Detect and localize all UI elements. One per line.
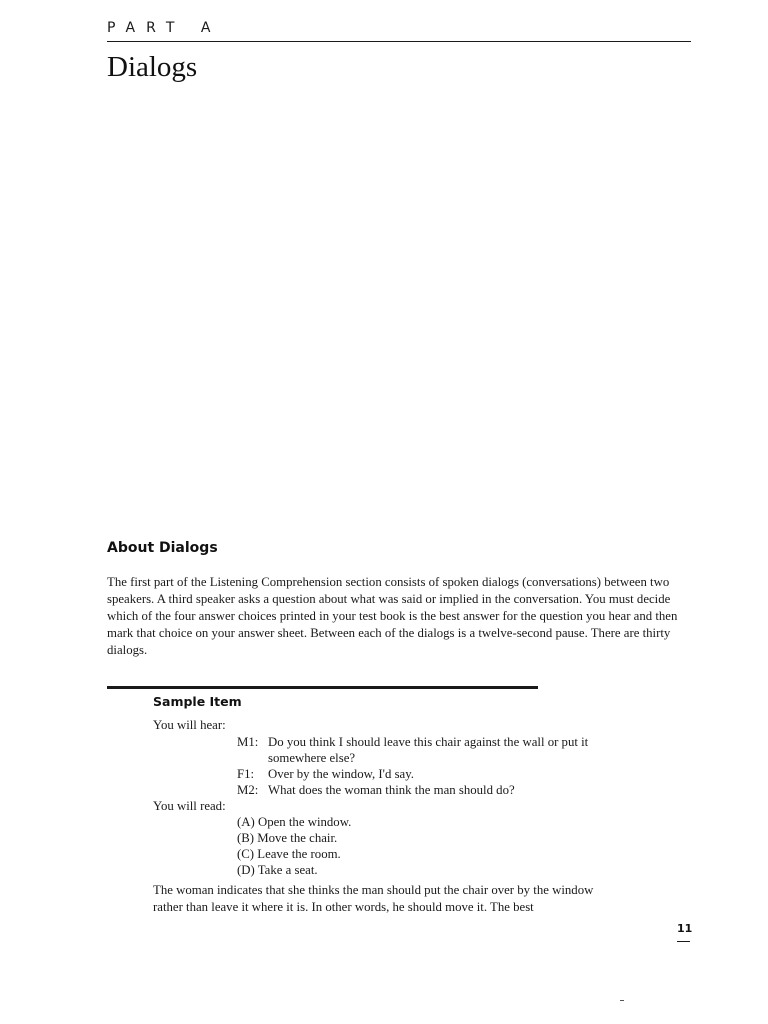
dialog-line-continued: somewhere else?	[268, 751, 356, 765]
dialog-speaker: M2:	[237, 783, 259, 797]
dialog-line: Over by the window, I'd say.	[268, 767, 415, 781]
page-number: 11	[677, 922, 693, 935]
answer-choice-c: (C) Leave the room.	[237, 847, 341, 861]
scan-speck	[620, 1000, 624, 1001]
you-will-read-label: You will read:	[153, 799, 226, 813]
sample-rule	[107, 686, 538, 689]
about-heading: About Dialogs	[107, 540, 218, 556]
explanation-paragraph: The woman indicates that she thinks the man should put the chair over by the window rather than leave it where it is. In other words, he should move it. The best	[153, 883, 594, 914]
header-rule	[107, 41, 691, 42]
page-title: Dialogs	[107, 51, 198, 83]
answer-choice-a: (A) Open the window.	[237, 815, 352, 829]
sample-heading: Sample Item	[153, 694, 242, 709]
answer-choice-b: (B) Move the chair.	[237, 831, 338, 845]
dialog-line: What does the woman think the man should do?	[268, 783, 515, 797]
part-label: PART A	[107, 20, 222, 36]
about-paragraph: The first part of the Listening Comprehension section consists of spoken dialogs (conversations) between two speakers. A third speaker asks a question about what was said or implied in the conversation. You must decide which of the four answer choices printed in your test book is the best answer for the question you hear and then mark that choice on your answer sheet. Between each of the dialogs is a twelve-second pause. There are thirty dialogs.	[107, 575, 678, 657]
dialog-speaker: F1:	[237, 767, 255, 781]
dialog-line: Do you think I should leave this chair against the wall or put it	[268, 735, 589, 749]
dialog-speaker: M1:	[237, 735, 259, 749]
you-will-hear-label: You will hear:	[153, 718, 226, 732]
answer-choice-d: (D) Take a seat.	[237, 863, 318, 877]
page-number-rule	[677, 941, 690, 942]
